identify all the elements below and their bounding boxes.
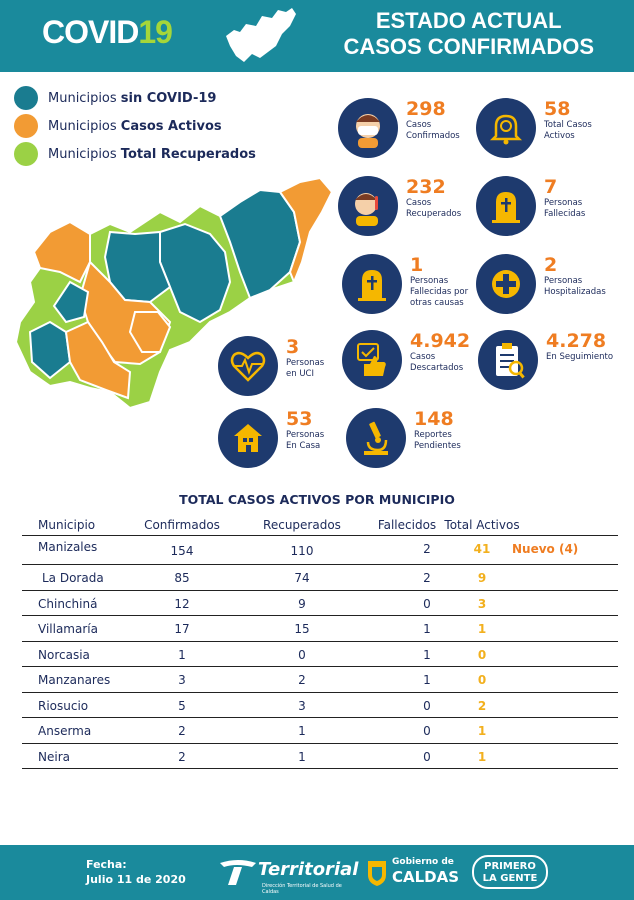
legend-item-casos-activos: Municipios Casos Activos xyxy=(14,112,256,140)
stat-casos-confirmados xyxy=(338,98,470,158)
cell-fallecidos: 0 xyxy=(423,724,431,738)
cell-recuperados: 0 xyxy=(298,647,306,662)
cell-fallecidos: 0 xyxy=(423,749,431,764)
column-header: Recuperados xyxy=(263,518,341,532)
cell-confirmados: 2 xyxy=(178,749,186,764)
cell-activos: 1 xyxy=(477,622,487,636)
cell-fallecidos: 1 xyxy=(423,647,431,662)
stat-value: 232 xyxy=(406,176,446,198)
cell-activos: 1 xyxy=(477,749,487,764)
cell-recuperados: 110 xyxy=(290,544,314,558)
stat-reportes-pendientes xyxy=(346,408,474,468)
stat-personas-fallecidas xyxy=(476,176,594,236)
cell-municipio: Norcasia xyxy=(38,647,90,662)
table-row xyxy=(22,693,618,719)
legend-item-recuperados: Municipios Total Recuperados xyxy=(14,140,256,168)
cell-confirmados: 17 xyxy=(174,622,190,636)
legend-dot xyxy=(14,86,38,110)
stat-casos-descartados xyxy=(342,330,470,390)
territorial-swoosh-icon xyxy=(216,857,260,887)
cell-activos: 3 xyxy=(477,596,487,611)
stat-value: 298 xyxy=(406,98,446,120)
caldas-map-icon xyxy=(220,6,300,66)
stat-personas-en-casa xyxy=(218,408,332,468)
stat-value: 148 xyxy=(414,408,454,430)
column-header: Fallecidos xyxy=(377,518,437,532)
thermometer-face-icon xyxy=(338,176,398,236)
table-row xyxy=(22,591,618,617)
house-icon xyxy=(218,408,278,468)
cell-confirmados: 85 xyxy=(174,571,190,585)
stat-value: 4.278 xyxy=(546,330,607,352)
masked-face-icon xyxy=(338,98,398,158)
cell-recuperados: 9 xyxy=(298,596,306,611)
stat-label: Personas Fallecidas xyxy=(544,198,586,219)
cell-recuperados: 1 xyxy=(298,724,306,738)
table-row xyxy=(22,667,618,693)
stat-value: 58 xyxy=(544,98,571,120)
cell-confirmados: 12 xyxy=(174,596,190,611)
nuevo-badge: Nuevo (4) xyxy=(512,542,579,556)
tombstone-icon xyxy=(342,254,402,314)
stat-label: Reportes Pendientes xyxy=(414,430,461,451)
stat-value: 7 xyxy=(544,176,558,198)
column-header: Confirmados xyxy=(144,518,220,532)
cell-municipio: Chinchiná xyxy=(38,596,98,611)
table-row xyxy=(22,616,618,642)
stat-label: Casos Descartados xyxy=(410,352,464,373)
stat-label: Personas en UCI xyxy=(286,358,325,379)
casos-activos-table xyxy=(22,512,618,769)
tombstone-icon xyxy=(476,176,536,236)
stat-label: En Seguimiento xyxy=(546,352,614,362)
cell-activos: 0 xyxy=(477,647,487,662)
cell-fallecidos: 1 xyxy=(423,673,431,687)
stat-label: Personas Hospitalizadas xyxy=(544,276,606,297)
clipboard-icon xyxy=(478,330,538,390)
page-title: ESTADO ACTUAL CASOS CONFIRMADOS xyxy=(343,8,594,59)
legend-dot xyxy=(14,114,38,138)
primero-la-gente-logo: PRIMERO LA GENTE xyxy=(472,855,548,889)
cell-recuperados: 1 xyxy=(298,749,306,764)
territorial-logo: Territorial Dirección Territorial de Salud de Caldas xyxy=(216,853,356,893)
gobierno-caldas-logo: Gobierno de CALDAS xyxy=(366,855,466,891)
covid19-brand: COVID19 xyxy=(42,14,172,50)
cell-fallecidos: 0 xyxy=(423,698,431,713)
cell-municipio: Riosucio xyxy=(38,698,89,713)
stat-label: Personas Fallecidas por otras causas xyxy=(410,276,469,308)
cell-municipio: Neira xyxy=(38,749,70,764)
table-row xyxy=(22,536,618,565)
stat-fallecidas-otras-causas xyxy=(342,254,476,314)
cell-municipio: Villamaría xyxy=(38,622,98,636)
footer-banner xyxy=(0,845,634,900)
table-title: TOTAL CASOS ACTIVOS POR MUNICIPIO xyxy=(179,492,455,507)
table-row xyxy=(22,718,618,744)
column-header: Municipio xyxy=(38,518,96,532)
stat-casos-activos xyxy=(476,98,604,158)
table-row xyxy=(22,744,618,770)
cell-fallecidos: 0 xyxy=(423,596,431,611)
cell-activos: 41 xyxy=(473,542,491,556)
cell-activos: 9 xyxy=(477,571,487,585)
cell-confirmados: 2 xyxy=(178,724,186,738)
cell-fallecidos: 1 xyxy=(423,622,431,636)
legend-dot xyxy=(14,142,38,166)
report-date: Fecha: Julio 11 de 2020 xyxy=(86,858,186,886)
legend-item-sin-covid: Municipios sin COVID-19 xyxy=(14,84,256,112)
cell-activos: 0 xyxy=(477,673,487,687)
cell-fallecidos: 2 xyxy=(423,542,431,556)
stat-value: 53 xyxy=(286,408,313,430)
table-header-row xyxy=(22,512,618,536)
microscope-icon xyxy=(346,408,406,468)
cell-recuperados: 74 xyxy=(294,571,310,585)
stat-label: Casos Confirmados xyxy=(406,120,460,141)
stat-personas-uci xyxy=(218,336,332,396)
cell-activos: 2 xyxy=(477,698,487,713)
cell-recuperados: 15 xyxy=(294,622,310,636)
table-row xyxy=(22,642,618,668)
caldas-shield-icon xyxy=(366,859,388,887)
cell-municipio: Manzanares xyxy=(38,673,111,687)
cell-confirmados: 1 xyxy=(178,647,186,662)
cell-fallecidos: 2 xyxy=(423,571,431,585)
header-banner xyxy=(0,0,634,72)
stat-label: Casos Recuperados xyxy=(406,198,462,219)
stat-value: 1 xyxy=(410,254,424,276)
medical-cross-icon xyxy=(476,254,536,314)
stat-value: 2 xyxy=(544,254,558,276)
stat-value: 3 xyxy=(286,336,300,358)
stat-en-seguimiento xyxy=(478,330,626,390)
heartbeat-icon xyxy=(218,336,278,396)
stat-label: Personas En Casa xyxy=(286,430,325,451)
map-legend xyxy=(14,84,256,168)
stat-value: 4.942 xyxy=(410,330,471,352)
cell-activos: 1 xyxy=(477,724,487,738)
cell-municipio: La Dorada xyxy=(42,571,104,585)
cell-confirmados: 154 xyxy=(170,544,194,558)
cell-confirmados: 5 xyxy=(178,698,186,713)
cell-municipio: Manizales xyxy=(38,540,98,554)
stat-label: Total Casos Activos xyxy=(544,120,592,141)
table-row xyxy=(22,565,618,591)
stat-casos-recuperados xyxy=(338,176,470,236)
bell-icon xyxy=(476,98,536,158)
cell-confirmados: 3 xyxy=(178,673,186,687)
cell-recuperados: 2 xyxy=(298,673,306,687)
column-header: Total Activos xyxy=(444,518,520,532)
cell-municipio: Anserma xyxy=(38,724,92,738)
thumbs-up-icon xyxy=(342,330,402,390)
cell-recuperados: 3 xyxy=(298,698,306,713)
stat-personas-hospitalizadas xyxy=(476,254,614,314)
